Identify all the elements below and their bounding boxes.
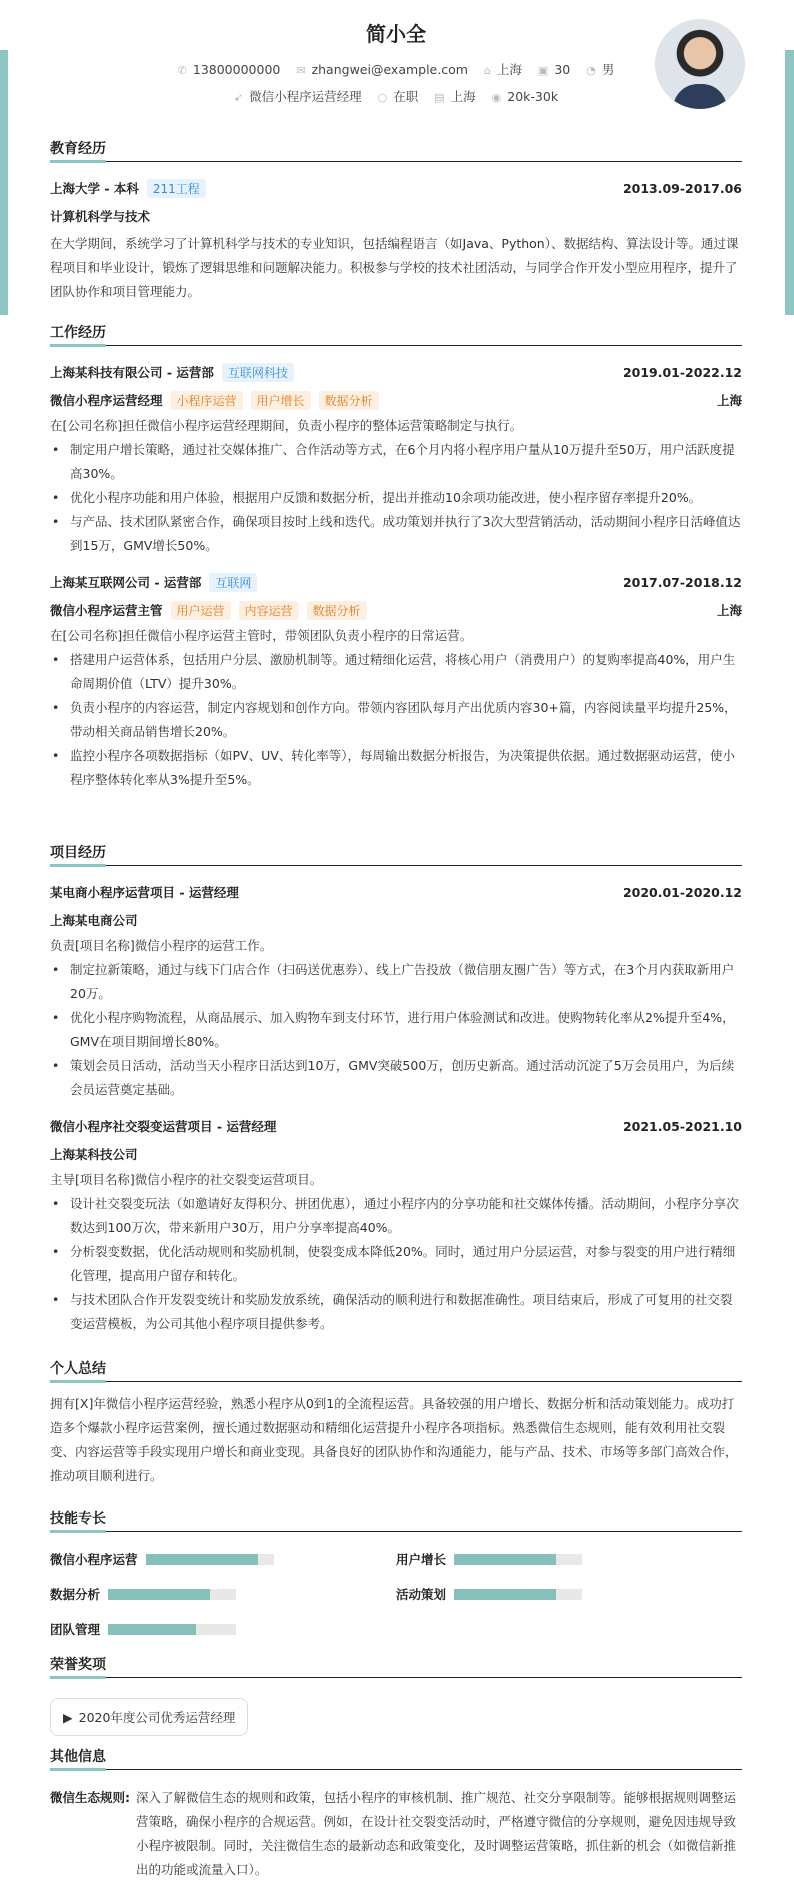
project-company: 上海某科技公司 bbox=[50, 1147, 138, 1162]
project-intro: 负责[项目名称]微信小程序的运营工作。 bbox=[50, 938, 273, 953]
job-status: 在职 bbox=[393, 89, 419, 104]
salary-icon: ◉ bbox=[491, 91, 502, 104]
avatar-photo bbox=[655, 19, 745, 109]
project-intro: 主导[项目名称]微信小程序的社交裂变运营项目。 bbox=[50, 1172, 323, 1187]
major: 计算机科学与技术 bbox=[50, 209, 151, 224]
section-title: 技能专长 bbox=[50, 1508, 742, 1532]
bullet: • 设计社交裂变玩法（如邀请好友得积分、拼团优惠），通过小程序内的分享功能和社交媒体传播。活动期间，小程序分享次数达到100万次，带来新用户30万，用户分享率提高40%。 bbox=[50, 1192, 742, 1240]
status-icon: ○ bbox=[377, 91, 388, 104]
skill-item bbox=[50, 1585, 396, 1603]
other-text: 深入了解微信生态的规则和政策，包括小程序的审核机制、推广规范、社交分享限制等。能够根据规则调整运营策略，确保小程序的合规运营。例如，在设计社交裂变活动时，严格遵守微信的分享规则，避免因违规导致小程序被限制。同时，关注微信生态的最新动态和政策变化，及时调整运营策略，抓住新的机会（如微信新推出的功能或流量入口）。 bbox=[136, 1790, 737, 1877]
award-text: 2020年度公司优秀运营经理 bbox=[78, 1710, 236, 1725]
skill-tag: 内容运营 bbox=[239, 601, 299, 620]
project-date: 2020.01-2020.12 bbox=[622, 884, 742, 900]
skills-grid bbox=[50, 1550, 742, 1638]
award-item[interactable] bbox=[50, 1698, 248, 1736]
contact-row-2 bbox=[50, 87, 742, 105]
skills-section bbox=[50, 1508, 742, 1638]
work-intro: 在[公司名称]担任微信小程序运营主管时，带领团队负责小程序的日常运营。 bbox=[50, 628, 473, 643]
skill-item bbox=[396, 1550, 742, 1568]
other-section bbox=[50, 1746, 742, 1882]
phone: 13800000000 bbox=[192, 62, 281, 77]
skill-name: 团队管理 bbox=[50, 1622, 101, 1637]
target-position: 微信小程序运营经理 bbox=[249, 89, 362, 104]
project-company: 上海某电商公司 bbox=[50, 913, 138, 928]
edu-date: 2013.09-2017.06 bbox=[622, 180, 742, 196]
home-icon: ⌂ bbox=[483, 64, 491, 77]
project-name: 某电商小程序运营项目 - 运营经理 bbox=[50, 885, 239, 900]
work-section bbox=[50, 322, 742, 792]
work-intro: 在[公司名称]担任微信小程序运营经理期间，负责小程序的整体运营策略制定与执行。 bbox=[50, 418, 523, 433]
age: 30 bbox=[554, 62, 571, 77]
company: 上海某互联网公司 - 运营部 bbox=[50, 574, 202, 590]
triangle-right-icon: ▶ bbox=[63, 1710, 73, 1725]
skill-tag: 用户运营 bbox=[171, 601, 231, 620]
skill-bar-fill bbox=[146, 1554, 259, 1565]
skill-tag: 小程序运营 bbox=[171, 391, 243, 410]
location: 上海 bbox=[716, 603, 742, 618]
industry-tag: 互联网 bbox=[209, 573, 257, 592]
work-item bbox=[50, 570, 742, 792]
work-date: 2019.01-2022.12 bbox=[622, 364, 742, 380]
bullet: • 优化小程序功能和用户体验，根据用户反馈和数据分析，提出并推动10余项功能改进，使小程序留存率提升20%。 bbox=[50, 486, 742, 510]
bullet: • 策划会员日活动，活动当天小程序日活达到10万，GMV突破500万，创历史新高。通过活动沉淀了5万会员用户，为后续会员运营奠定基础。 bbox=[50, 1054, 742, 1102]
skill-item bbox=[50, 1550, 396, 1568]
bullet: • 制定拉新策略，通过与线下门店合作（扫码送优惠券）、线上广告投放（微信朋友圈广告）等方式，在3个月内获取新用户20万。 bbox=[50, 958, 742, 1006]
other-item bbox=[50, 1786, 742, 1882]
summary-text: 拥有[X]年微信小程序运营经验，熟悉小程序从0到1的全流程运营。具备较强的用户增长、数据分析和活动策划能力。成功打造多个爆款小程序运营案例，擅长通过数据驱动和精细化运营提升小程序各项指标。熟悉微信生态规则，能有效利用社交裂变、内容运营等手段实现用户增长和商业变现。具备良好的团队协作和沟通能力，能与产品、技术、市场等多部门高效合作，推动项目顺利进行。 bbox=[50, 1396, 738, 1483]
company: 上海某科技有限公司 - 运营部 bbox=[50, 364, 214, 380]
role: 微信小程序运营主管 bbox=[50, 602, 163, 618]
skill-tag: 用户增长 bbox=[251, 391, 311, 410]
email: zhangwei@example.com bbox=[311, 62, 468, 77]
phone-icon: ✆ bbox=[177, 64, 187, 77]
work-date: 2017.07-2018.12 bbox=[622, 574, 742, 590]
send-icon: ➹ bbox=[233, 91, 244, 104]
location: 上海 bbox=[716, 393, 742, 408]
industry-tag: 互联网科技 bbox=[222, 363, 294, 382]
summary-section bbox=[50, 1358, 742, 1488]
salary: 20k-30k bbox=[507, 89, 559, 104]
section-title: 工作经历 bbox=[50, 322, 742, 346]
contact-row-1 bbox=[50, 60, 742, 78]
skill-bar-fill bbox=[108, 1589, 210, 1600]
role: 微信小程序运营经理 bbox=[50, 392, 163, 408]
gender-icon: ◔ bbox=[586, 64, 596, 77]
skill-bar bbox=[108, 1624, 236, 1635]
candidate-name: 简小全 bbox=[366, 22, 426, 46]
skill-bar bbox=[146, 1554, 274, 1565]
right-accent-bar bbox=[785, 50, 794, 315]
bullet: • 负责小程序的内容运营，制定内容规划和创作方向。带领内容团队每月产出优质内容30+篇，内容阅读量平均提升25%，带动相关商品销售增长20%。 bbox=[50, 696, 742, 744]
bullet: • 制定用户增长策略，通过社交媒体推广、合作活动等方式，在6个月内将小程序用户量从10万提升至50万，用户活跃度提高30%。 bbox=[50, 438, 742, 486]
project-name: 微信小程序社交裂变运营项目 - 运营经理 bbox=[50, 1119, 277, 1134]
skill-item bbox=[50, 1620, 396, 1638]
bullet: • 与产品、技术团队紧密合作，确保项目按时上线和迭代。成功策划并执行了3次大型营销活动，活动期间小程序日活峰值达到15万，GMV增长50%。 bbox=[50, 510, 742, 558]
target-city: 上海 bbox=[450, 89, 476, 104]
city: 上海 bbox=[496, 62, 522, 77]
project-date: 2021.05-2021.10 bbox=[622, 1118, 742, 1134]
skill-item bbox=[396, 1585, 742, 1603]
skill-tag: 数据分析 bbox=[319, 391, 379, 410]
skill-name: 活动策划 bbox=[396, 1587, 447, 1602]
project-item bbox=[50, 1114, 742, 1336]
left-accent-bar bbox=[0, 50, 8, 315]
skill-bar-fill bbox=[108, 1624, 196, 1635]
bullet: • 优化小程序购物流程，从商品展示、加入购物车到支付环节，进行用户体验测试和改进。使购物转化率从2%提升至4%，GMV在项目期间增长80%。 bbox=[50, 1006, 742, 1054]
projects-section bbox=[50, 842, 742, 1336]
school-tag: 211工程 bbox=[147, 179, 206, 198]
section-title: 项目经历 bbox=[50, 842, 742, 866]
section-title: 个人总结 bbox=[50, 1358, 742, 1382]
school: 上海大学 - 本科 bbox=[50, 180, 139, 196]
edu-description: 在大学期间，系统学习了计算机科学与技术的专业知识，包括编程语言（如Java、Python）、数据结构、算法设计等。通过课程项目和毕业设计，锻炼了逻辑思维和问题解决能力。积极参与学校的技术社团活动，与同学合作开发小型应用程序，提升了团队协作和项目管理能力。 bbox=[50, 236, 739, 299]
skill-name: 用户增长 bbox=[396, 1552, 447, 1567]
bullet: • 分析裂变数据，优化活动规则和奖励机制，使裂变成本降低20%。同时，通过用户分层运营，对参与裂变的用户进行精细化管理，提高用户留存和转化。 bbox=[50, 1240, 742, 1288]
bullet: • 监控小程序各项数据指标（如PV、UV、转化率等），每周输出数据分析报告，为决策提供依据。通过数据驱动运营，使小程序整体转化率从3%提升至5%。 bbox=[50, 744, 742, 792]
section-title: 其他信息 bbox=[50, 1746, 742, 1770]
education-section bbox=[50, 138, 742, 304]
age-icon: ▣ bbox=[537, 64, 549, 77]
mail-icon: ✉ bbox=[296, 64, 306, 77]
skill-bar-fill bbox=[454, 1554, 556, 1565]
building-icon: ▤ bbox=[434, 91, 445, 104]
skill-bar bbox=[454, 1554, 582, 1565]
section-title: 荣誉奖项 bbox=[50, 1654, 742, 1678]
section-title: 教育经历 bbox=[50, 138, 742, 162]
awards-section bbox=[50, 1654, 742, 1736]
skill-bar bbox=[108, 1589, 236, 1600]
skill-name: 数据分析 bbox=[50, 1587, 101, 1602]
skill-bar-fill bbox=[454, 1589, 556, 1600]
skill-name: 微信小程序运营 bbox=[50, 1552, 138, 1567]
work-item bbox=[50, 360, 742, 558]
skill-bar bbox=[454, 1589, 582, 1600]
bullet: • 搭建用户运营体系，包括用户分层、激励机制等。通过精细化运营，将核心用户（消费用户）的复购率提高40%，用户生命周期价值（LTV）提升30%。 bbox=[50, 648, 742, 696]
skill-tag: 数据分析 bbox=[307, 601, 367, 620]
gender: 男 bbox=[601, 62, 615, 77]
bullet: • 与技术团队合作开发裂变统计和奖励发放系统，确保活动的顺利进行和数据准确性。项目结束后，形成了可复用的社交裂变运营模板，为公司其他小程序项目提供参考。 bbox=[50, 1288, 742, 1336]
project-item bbox=[50, 880, 742, 1102]
other-label: 微信生态规则: bbox=[50, 1790, 130, 1805]
